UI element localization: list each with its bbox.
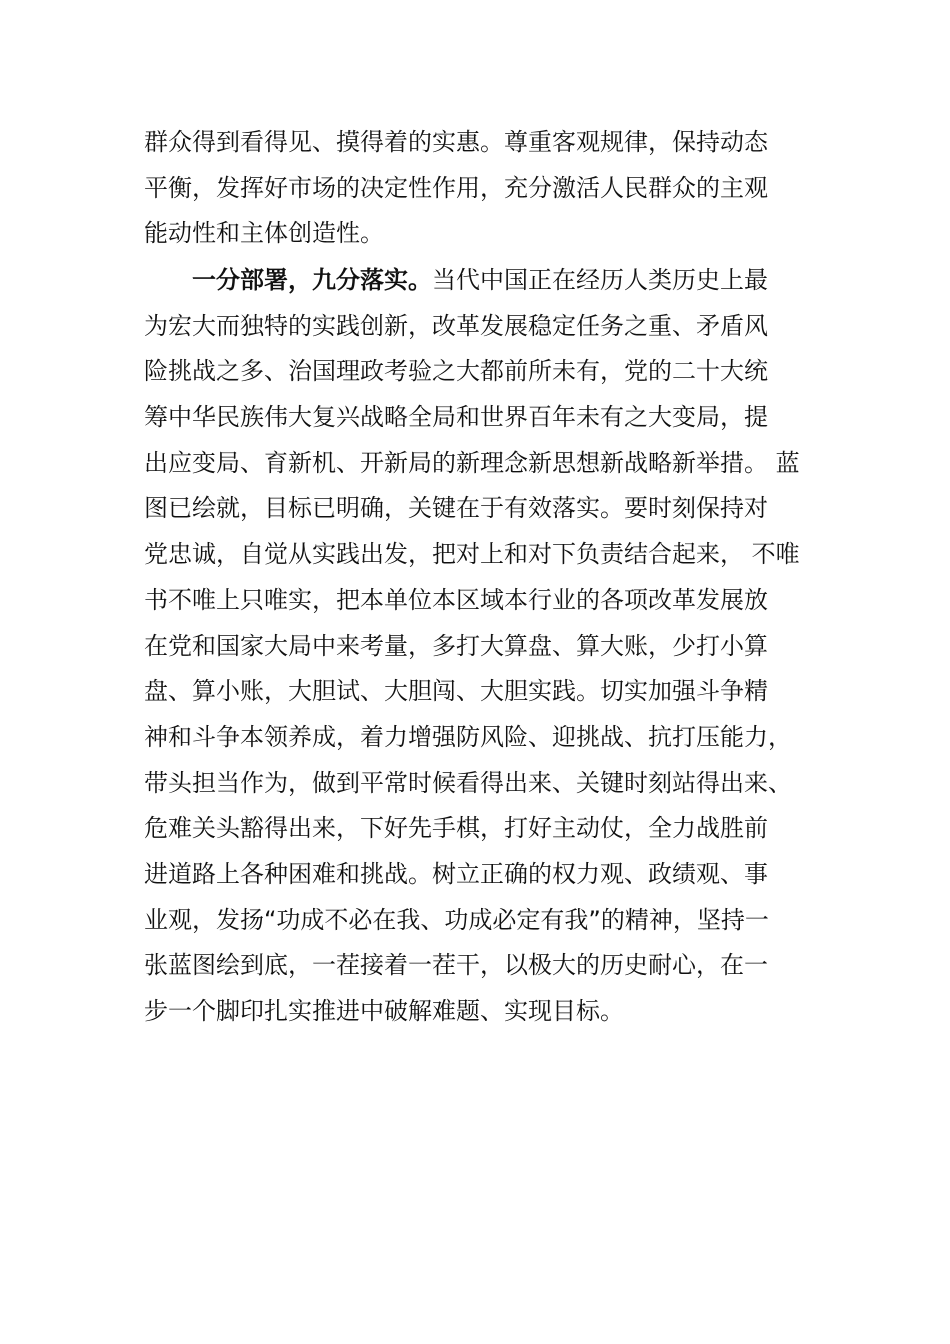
paragraph-line: 神和斗争本领养成，着力增强防风险、迎挑战、抗打压能力， [144,722,792,751]
paragraph-line: 平衡，发挥好市场的决定性作用，充分激活人民群众的主观 [144,173,768,202]
paragraph-line: 盘、算小账，大胆试、大胆闯、大胆实践。切实加强斗争精 [144,677,768,706]
paragraph-line: 能动性和主体创造性。 [144,219,384,248]
paragraph-line: 筹中华民族伟大复兴战略全局和世界百年未有之大变局，提 [144,403,768,432]
paragraph-2 [144,258,844,1035]
paragraph-line: 进道路上各种困难和挑战。树立正确的权力观、政绩观、事 [144,859,768,888]
paragraph-line: 步一个脚印扎实推进中破解难题、实现目标。 [144,997,624,1025]
paragraph-line: 图已绘就，目标已明确，关键在于有效落实。要时刻保持对 [144,494,768,523]
paragraph-line: 险挑战之多、治国理政考验之大都前所未有，党的二十大统 [144,357,768,386]
paragraph-line: 群众得到看得见、摸得着的实惠。尊重客观规律，保持动态 [144,128,768,156]
paragraph-1 [144,120,844,257]
paragraph-first-line [144,258,844,304]
paragraph-line: 带头担当作为，做到平常时候看得出来、关键时刻站得出来、 [144,768,792,797]
paragraph-line: 张蓝图绘到底，一茬接着一茬干，以极大的历史耐心，在一 [144,951,768,980]
paragraph-heading: 一分部署，九分落实。 [192,266,432,294]
paragraph-line-rest: 当代中国正在经历人类历史上最 [432,266,768,294]
paragraph-line: 书不唯上只唯实，把本单位本区域本行业的各项改革发展放 [144,585,768,614]
paragraph-line: 业观，发扬“功成不必在我、功成必定有我”的精神，坚持一 [144,905,769,934]
paragraph-line: 为宏大而独特的实践创新，改革发展稳定任务之重、矛盾风 [144,311,768,340]
paragraph-line: 危难关头豁得出来，下好先手棋，打好主动仗，全力战胜前 [144,814,768,843]
paragraph-line: 出应变局、育新机、开新局的新理念新思想新战略新举措。 蓝 [144,448,800,477]
paragraph-line: 在党和国家大局中来考量，多打大算盘、算大账，少打小算 [144,631,768,660]
paragraph-line: 党忠诚，自觉从实践出发，把对上和对下负责结合起来， 不唯 [144,540,800,569]
